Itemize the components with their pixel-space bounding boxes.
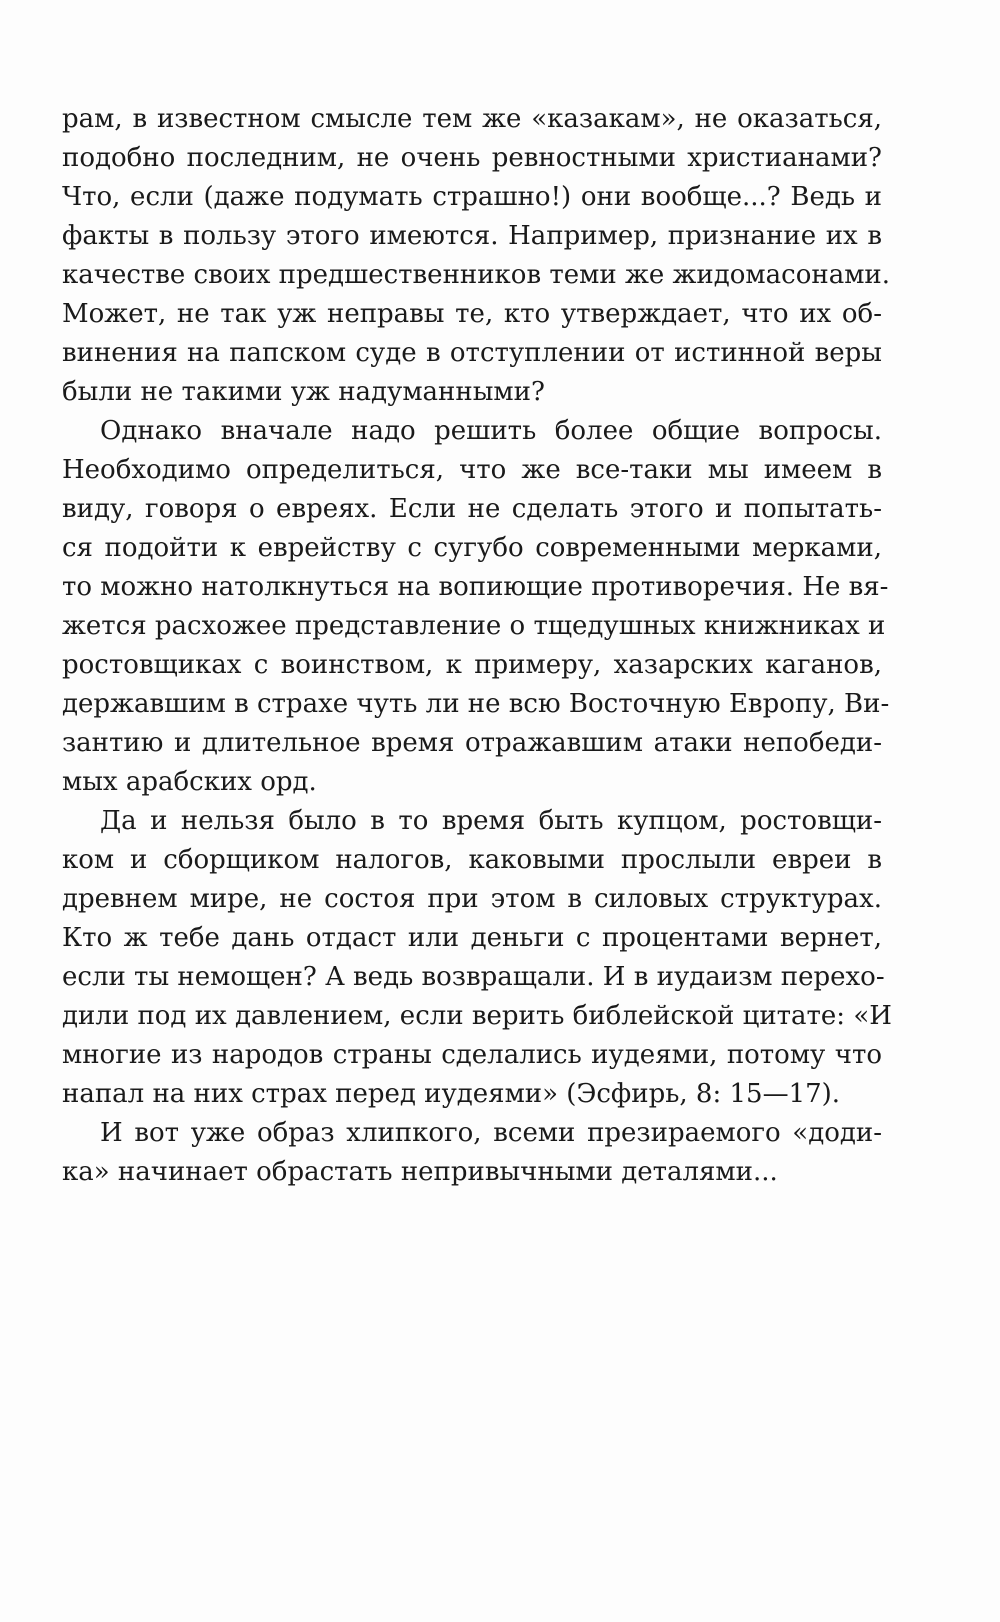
text-line: Да и нельзя было в то время быть купцом, ростовщи- bbox=[100, 806, 882, 836]
paragraph-2 bbox=[62, 412, 890, 802]
text-line: Необходимо определиться, что же все-таки мы имеем в bbox=[62, 455, 882, 485]
text-line: ростовщиках с воинством, к примеру, хазарских каганов, bbox=[62, 650, 882, 680]
text-line: Может, не так уж неправы те, кто утверждает, что их об- bbox=[62, 299, 882, 329]
text-line: если ты немощен? А ведь возвращали. И в иудаизм перехо- bbox=[62, 962, 885, 992]
text-line: Что, если (даже подумать страшно!) они вообще...? Ведь и bbox=[62, 182, 882, 212]
text-line: ком и сборщиком налогов, каковыми прослыли евреи в bbox=[62, 845, 882, 875]
text-line: древнем мире, не состоя при этом в силовых структурах. bbox=[62, 884, 882, 914]
text-line: ка» начинает обрастать непривычными деталями... bbox=[62, 1157, 778, 1187]
text-line: ся подойти к еврейству с сугубо современными мерками, bbox=[62, 533, 882, 563]
body-text bbox=[62, 100, 892, 1192]
text-line: виду, говоря о евреях. Если не сделать этого и попытать- bbox=[62, 494, 882, 524]
text-line: жется расхожее представление о тщедушных книжниках и bbox=[62, 611, 886, 641]
text-line: напал на них страх перед иудеями» (Эсфирь, 8: 15—17). bbox=[62, 1079, 841, 1109]
text-line: были не такими уж надуманными? bbox=[62, 377, 545, 407]
text-line: многие из народов страны сделались иудеями, потому что bbox=[62, 1040, 882, 1070]
text-line: подобно последним, не очень ревностными христианами? bbox=[62, 143, 882, 173]
paragraph-4 bbox=[62, 1114, 882, 1192]
paragraph-1 bbox=[62, 100, 891, 412]
text-line: мых арабских орд. bbox=[62, 767, 317, 797]
text-line: то можно натолкнуться на вопиющие противоречия. Не вя- bbox=[62, 572, 889, 602]
text-line: И вот уже образ хлипкого, всеми презираемого «доди- bbox=[100, 1118, 882, 1148]
text-line: дили под их давлением, если верить библейской цитате: «И bbox=[62, 1001, 892, 1031]
text-line: Кто ж тебе дань отдаст или деньги с процентами вернет, bbox=[62, 923, 882, 953]
text-line: рам, в известном смысле тем же «казакам», не оказаться, bbox=[62, 104, 882, 134]
text-line: зантию и длительное время отражавшим атаки непобеди- bbox=[62, 728, 882, 758]
text-line: Однако вначале надо решить более общие вопросы. bbox=[100, 416, 882, 446]
text-line: винения на папском суде в отступлении от истинной веры bbox=[62, 338, 882, 368]
text-line: державшим в страхе чуть ли не всю Восточную Европу, Ви- bbox=[62, 689, 890, 719]
text-line: качестве своих предшественников теми же жидомасонами. bbox=[62, 260, 891, 290]
text-line: факты в пользу этого имеются. Например, признание их в bbox=[62, 221, 882, 251]
paragraph-3 bbox=[62, 802, 892, 1114]
